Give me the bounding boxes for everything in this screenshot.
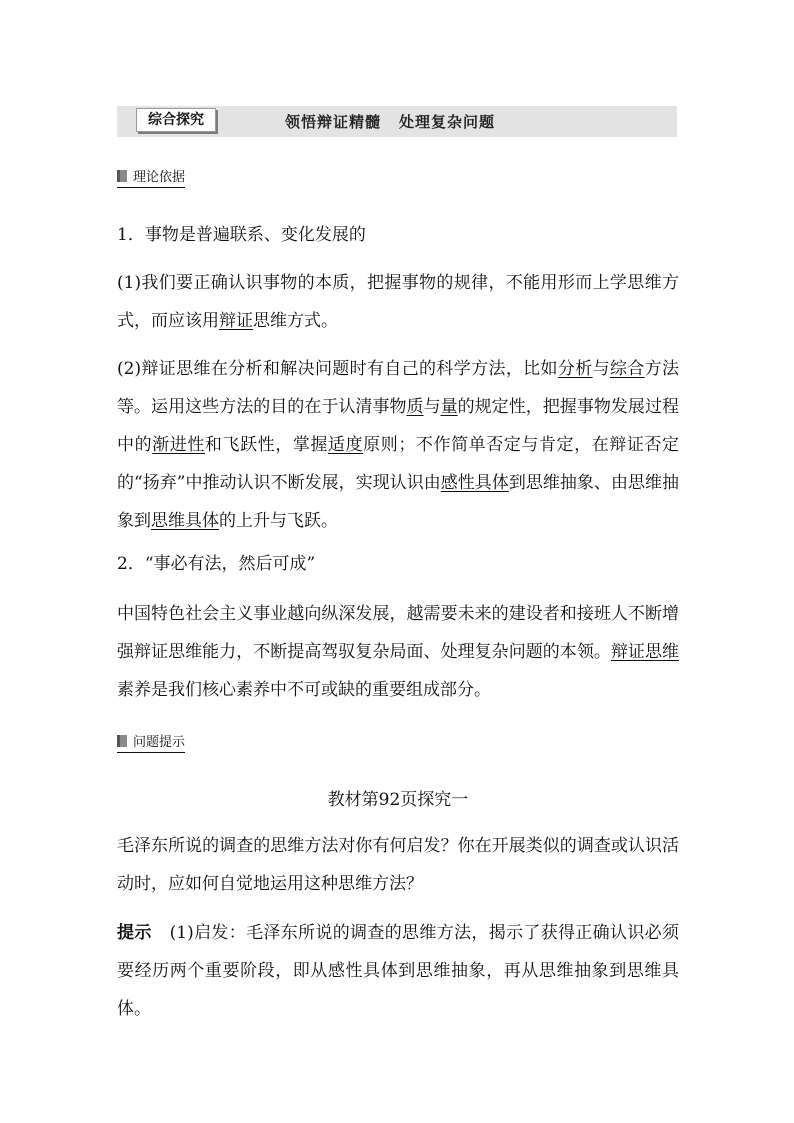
text-run: (1)我们要正确认识事物的本质，把握事物的规律，不能用形而上学思维方式，而应该用	[117, 273, 679, 331]
underlined-keyword: 辩证思维	[610, 642, 679, 662]
answer-label: 提示	[117, 923, 152, 943]
text-run: 和飞跃性，掌握	[204, 435, 328, 455]
banner-title	[285, 106, 495, 137]
section-banner	[117, 106, 677, 137]
text-run: (2)辩证思维在分析和解决问题时有自己的科学方法，比如	[117, 359, 558, 379]
text-run: 素养是我们核心素养中不可或缺的重要组成部分。	[117, 680, 491, 700]
paragraph-2	[117, 350, 679, 540]
underlined-keyword: 渐进性	[152, 435, 205, 455]
underlined-keyword: 综合	[609, 359, 645, 379]
text-run: 方法等。运用这些方法的目的在于认清事物	[117, 359, 680, 417]
heading-1: 1．事物是普遍联系、变化发展的	[117, 225, 366, 245]
underlined-keyword: 分析	[557, 359, 593, 379]
underlined-keyword: 适度	[328, 435, 364, 455]
section-label-text: 问题提示	[133, 735, 186, 750]
underlined-keyword: 思维具体	[151, 511, 219, 531]
textbook-reference-title: 教材第92页探究一	[327, 790, 469, 810]
underlined-keyword: 感性具体	[440, 473, 509, 493]
answer-paragraph	[117, 914, 679, 1028]
question-paragraph: 毛泽东所说的调查的思维方法对你有何启发？你在开展类似的调查或认识活动时，应如何自觉地运用这种思维方法？	[117, 836, 679, 894]
section-label-hints	[117, 735, 185, 753]
text-run: 中国特色社会主义事业越向纵深发展，越需要未来的建设者和接班人不断增强辩证思维能力，不断提高驾驭复杂局面、处理复杂问题的本领。	[117, 604, 679, 662]
underlined-keyword: 量	[440, 397, 458, 417]
heading-2: 2．“事必有法，然后可成”	[117, 554, 316, 574]
paragraph-3	[117, 595, 679, 709]
underlined-keyword: 质	[406, 397, 424, 417]
section-label-theory	[117, 170, 185, 188]
section-label-text: 理论依据	[133, 170, 186, 185]
banner-title-part-1: 领悟辩证精髓	[285, 113, 382, 131]
banner-tag: 综合探究	[136, 108, 216, 132]
square-bullet-icon	[117, 170, 127, 182]
square-bullet-icon	[117, 735, 127, 747]
text-run: 与	[423, 397, 441, 417]
text-run: 的规定性，把握事物发展过程中的	[117, 397, 679, 455]
text-run: 思维方式。	[253, 311, 338, 331]
text-run: 原则；不作简单否定与肯定，在辩证否定的“扬弃”中推动认识不断发展，实现认识由	[117, 435, 680, 493]
underlined-keyword: 辩证	[219, 311, 253, 331]
banner-title-part-2: 处理复杂问题	[399, 113, 496, 131]
text-run: 的上升与飞跃。	[219, 511, 338, 531]
text-run: 到思维抽象、由思维抽象到	[117, 473, 680, 531]
paragraph-1	[117, 264, 679, 340]
text-run: 与	[592, 359, 610, 379]
answer-text: (1)启发：毛泽东所说的调查的思维方法，揭示了获得正确认识必须要经历两个重要阶段，即从感性具体到思维抽象，再从思维抽象到思维具体。	[117, 923, 679, 1019]
